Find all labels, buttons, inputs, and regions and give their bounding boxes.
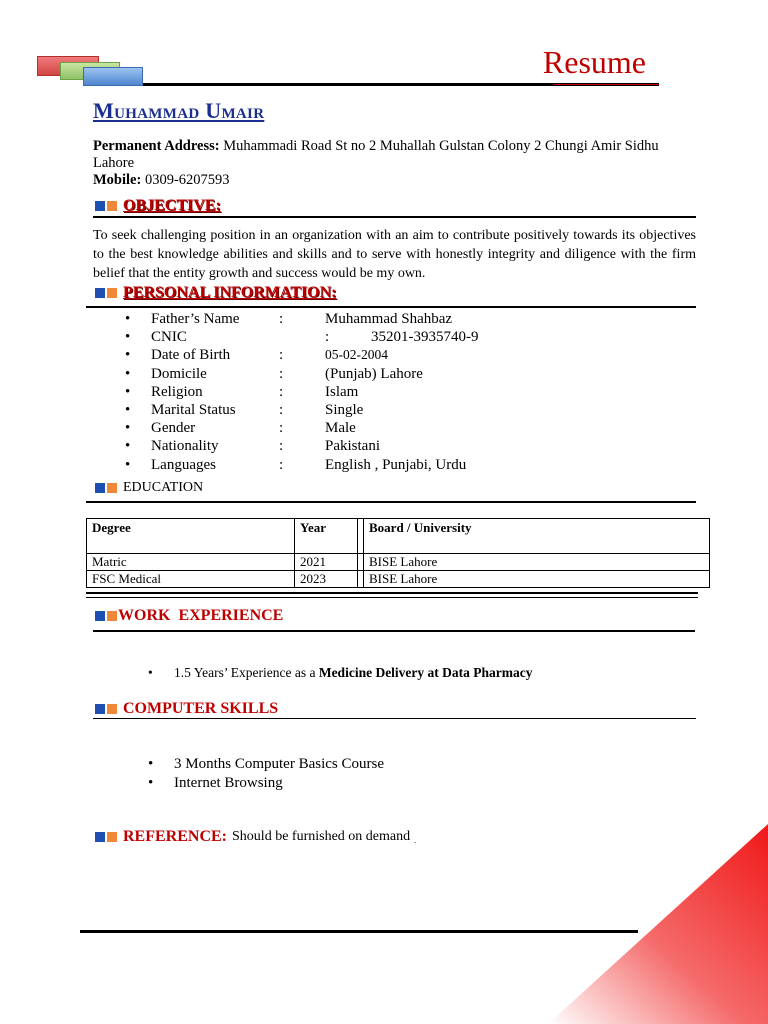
mobile-value: 0309-6207593 <box>144 172 230 188</box>
column-header: Degree <box>87 519 295 554</box>
info-label: Nationality <box>151 438 219 455</box>
table-cell: 2021 <box>295 554 358 571</box>
info-colon: : <box>279 311 284 327</box>
column-header: Board / University <box>364 519 710 554</box>
info-colon: : <box>279 383 284 400</box>
info-label: Father’s Name <box>151 311 240 327</box>
table-cell: FSC Medical <box>87 571 295 588</box>
reference-trail: . <box>414 835 417 845</box>
blue-square-icon <box>95 704 105 714</box>
computer-skills-heading-text: COMPUTER SKILLS <box>123 700 279 717</box>
objective-heading-text: OBJECTIVE: <box>123 197 221 214</box>
work-experience-heading-text: WORK EXPERIENCE <box>118 607 284 624</box>
work-experience-heading <box>95 607 283 625</box>
bullet-icon: • <box>125 456 131 473</box>
experience-text <box>174 665 533 681</box>
skill-text: Internet Browsing <box>174 774 283 791</box>
address-label: Permanent Address: <box>93 138 220 154</box>
education-end-divider-thin <box>86 597 698 598</box>
info-label: Languages <box>151 456 216 473</box>
resume-title: Resume <box>542 44 646 80</box>
personal-info-divider <box>86 306 696 308</box>
table-cell: 2023 <box>295 571 358 588</box>
bullet-icon: • <box>148 774 154 791</box>
info-value: Islam <box>325 383 359 400</box>
blue-square-icon <box>95 483 105 493</box>
bullet-icon: • <box>148 665 153 680</box>
personal-info-heading-text: PERSONAL INFORMATION: <box>123 284 337 301</box>
blue-square-icon <box>95 611 105 621</box>
bullet-icon: • <box>148 756 154 772</box>
info-label: Marital Status <box>151 401 236 418</box>
work-experience-divider <box>93 630 695 632</box>
column-header: Year <box>295 519 358 554</box>
reference-line <box>95 828 416 846</box>
info-label: CNIC <box>151 329 187 346</box>
education-table <box>86 518 710 588</box>
skill-text: 3 Months Computer Basics Course <box>174 756 384 772</box>
info-value: Single <box>325 401 364 418</box>
bullet-icon: • <box>125 311 131 327</box>
info-value: Male <box>325 420 356 437</box>
info-colon: : <box>279 347 284 364</box>
address-value: Muhammadi Road St no 2 Muhallah Gulstan Colony 2 Chungi Amir Sidhu Lahore <box>93 138 659 171</box>
corner-triangle-shape <box>548 824 768 1024</box>
orange-square-icon <box>107 832 117 842</box>
corner-triangle-decoration <box>548 824 768 1024</box>
info-value: 35201-3935740-9 <box>371 329 479 346</box>
info-colon: : <box>279 456 284 473</box>
table-row <box>87 554 710 571</box>
orange-square-icon <box>107 288 117 298</box>
header-divider-accent <box>553 84 659 85</box>
info-colon: : <box>279 401 284 418</box>
bullet-icon: • <box>125 365 131 382</box>
info-colon: : <box>279 438 284 455</box>
info-value: Pakistani <box>325 438 380 455</box>
mobile-label: Mobile: <box>93 172 142 188</box>
computer-skills-divider <box>93 718 696 719</box>
orange-square-icon <box>107 483 117 493</box>
table-cell: BISE Lahore <box>364 571 710 588</box>
mobile-line <box>93 172 230 189</box>
bullet-icon: • <box>125 438 131 455</box>
bullet-icon: • <box>125 329 131 346</box>
bullet-icon: • <box>125 420 131 437</box>
experience-role: Medicine Delivery at Data Pharmacy <box>318 665 533 680</box>
info-value: English , Punjabi, Urdu <box>325 456 467 473</box>
bullet-icon: • <box>125 401 131 418</box>
computer-skills-heading <box>95 700 278 718</box>
orange-square-icon <box>107 611 117 621</box>
info-value: (Punjab) Lahore <box>325 365 423 382</box>
info-label: Religion <box>151 383 203 400</box>
objective-heading <box>95 197 221 215</box>
table-cell: BISE Lahore <box>364 554 710 571</box>
info-colon: : <box>279 420 284 437</box>
orange-square-icon <box>107 704 117 714</box>
decor-blue-block <box>83 67 143 86</box>
education-heading-text: EDUCATION <box>123 480 204 495</box>
info-value: Muhammad Shahbaz <box>325 311 453 327</box>
info-colon: : <box>279 365 284 382</box>
blue-square-icon <box>95 288 105 298</box>
address-line <box>93 138 703 172</box>
table-cell: Matric <box>87 554 295 571</box>
info-value: 05-02-2004 <box>325 347 388 363</box>
objective-divider <box>93 216 696 218</box>
candidate-name: Muhammad Umair <box>93 98 265 123</box>
blue-square-icon <box>95 832 105 842</box>
bullet-icon: • <box>125 383 131 400</box>
bullet-icon: • <box>125 347 131 364</box>
blue-square-icon <box>95 201 105 211</box>
education-divider <box>86 501 696 503</box>
info-label: Date of Birth <box>151 347 231 364</box>
info-label: Gender <box>151 420 196 437</box>
reference-heading: REFERENCE: <box>123 828 228 845</box>
table-header-row <box>87 519 710 554</box>
education-end-divider <box>86 592 698 594</box>
experience-prefix: 1.5 Years’ Experience as a <box>174 665 319 680</box>
info-label: Domicile <box>151 365 207 382</box>
table-row <box>87 571 710 588</box>
info-colon: : <box>325 329 330 346</box>
personal-info-heading <box>95 284 337 302</box>
education-heading <box>95 480 203 496</box>
reference-text: Should be furnished on demand <box>232 829 411 844</box>
orange-square-icon <box>107 201 117 211</box>
objective-text: To seek challenging position in an organization with an aim to contribute positively towards its objectives to the best knowledge abilities and skills and to serve with honestly integrity and diligence with the firm belief that the entity growth and success would be my own. <box>93 228 696 281</box>
